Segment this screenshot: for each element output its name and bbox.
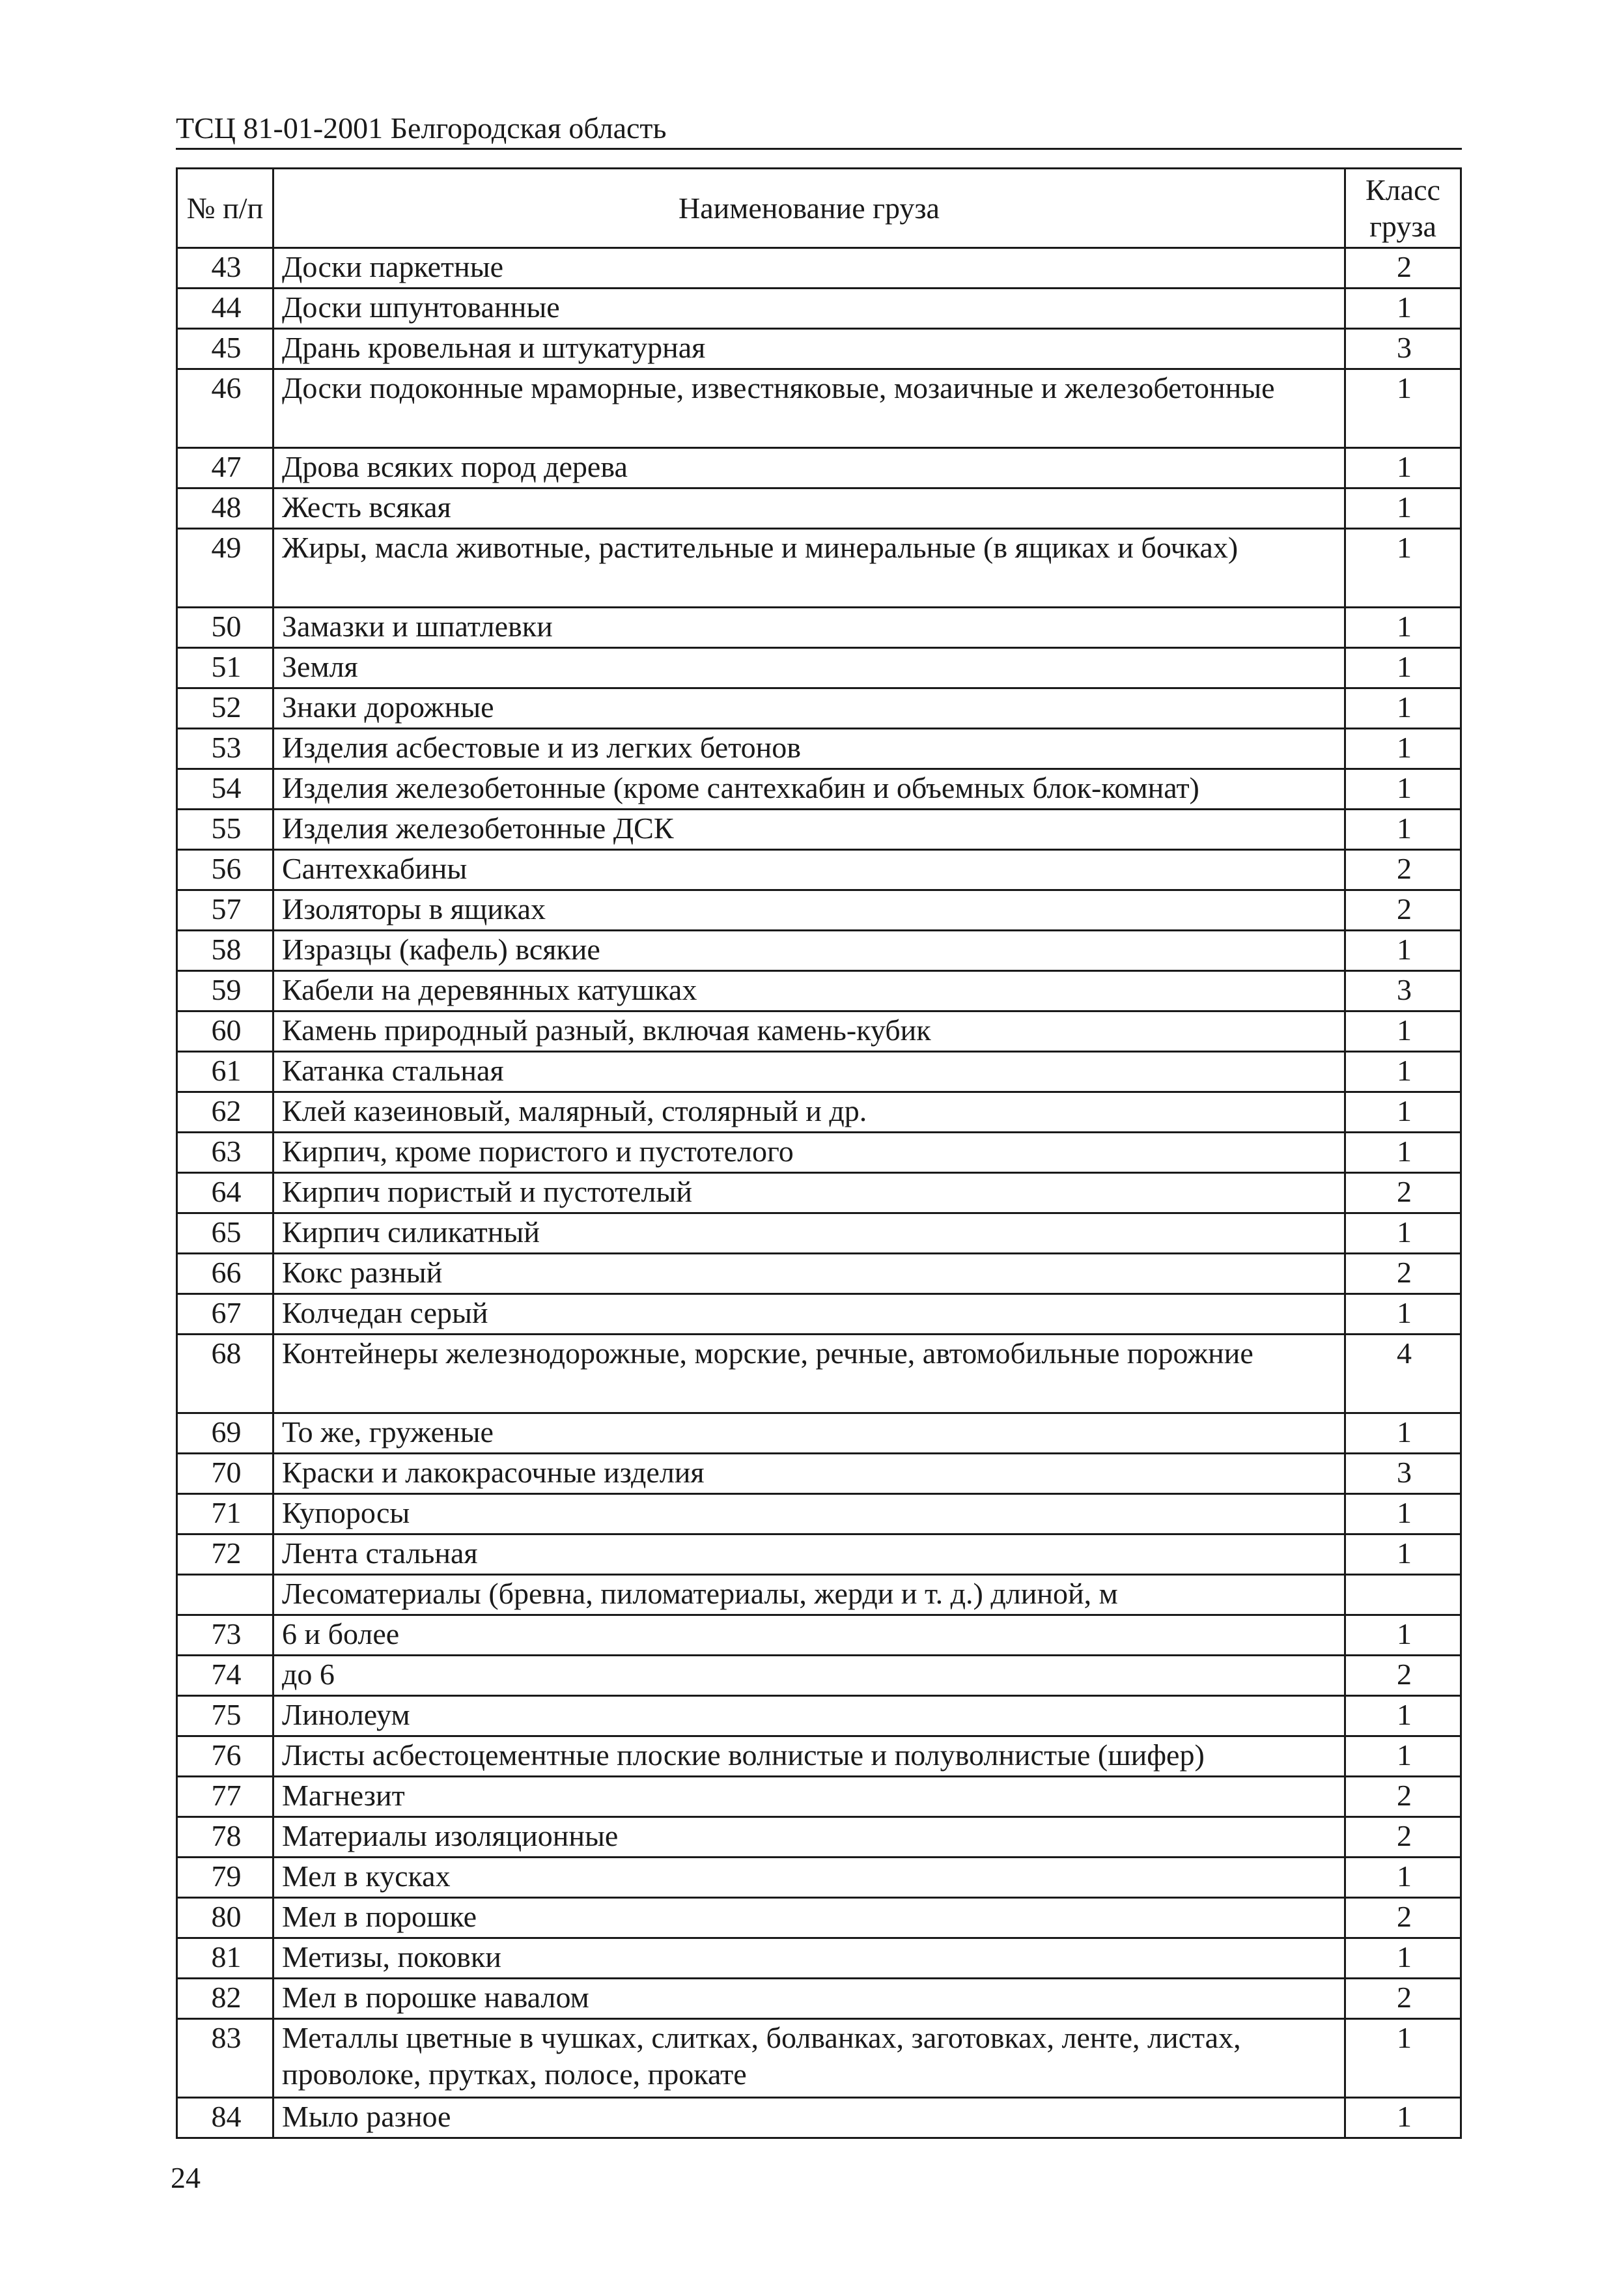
table-row xyxy=(177,1052,1461,1092)
table-header-row xyxy=(177,169,1461,248)
cargo-class: 1 xyxy=(1345,1494,1461,1534)
row-number: 53 xyxy=(177,729,273,769)
table-row xyxy=(177,1736,1461,1777)
cargo-name: Изоляторы в ящиках xyxy=(273,890,1345,931)
table-row xyxy=(177,1494,1461,1534)
row-number: 83 xyxy=(177,2019,273,2098)
table-row xyxy=(177,1656,1461,1696)
table-row xyxy=(177,1335,1461,1413)
table-row xyxy=(177,448,1461,488)
cargo-class: 1 xyxy=(1345,648,1461,688)
cargo-class: 1 xyxy=(1345,1938,1461,1979)
table-row xyxy=(177,971,1461,1011)
cargo-class: 3 xyxy=(1345,329,1461,369)
cargo-name: Клей казеиновый, малярный, столярный и др. xyxy=(273,1092,1345,1133)
row-number: 47 xyxy=(177,448,273,488)
row-number: 57 xyxy=(177,890,273,931)
table-row xyxy=(177,1777,1461,1817)
cargo-class: 2 xyxy=(1345,1254,1461,1294)
table-row xyxy=(177,1413,1461,1454)
row-number: 45 xyxy=(177,329,273,369)
table-row xyxy=(177,529,1461,608)
row-number: 58 xyxy=(177,931,273,971)
cargo-name: Земля xyxy=(273,648,1345,688)
column-header-class: Класс груза xyxy=(1345,169,1461,248)
table-row xyxy=(177,1938,1461,1979)
table-row xyxy=(177,890,1461,931)
cargo-name: Жиры, масла животные, растительные и минеральные (в ящиках и бочках) xyxy=(273,529,1345,608)
cargo-name: Изделия железобетонные ДСК xyxy=(273,810,1345,850)
table-row xyxy=(177,1898,1461,1938)
table-row xyxy=(177,1696,1461,1736)
table-row xyxy=(177,1454,1461,1494)
cargo-class: 1 xyxy=(1345,448,1461,488)
table-row xyxy=(177,2019,1461,2098)
cargo-name: Кирпич, кроме пористого и пустотелого xyxy=(273,1133,1345,1173)
cargo-name: Доски паркетные xyxy=(273,248,1345,289)
cargo-class: 1 xyxy=(1345,608,1461,648)
row-number: 82 xyxy=(177,1979,273,2019)
cargo-name: Замазки и шпатлевки xyxy=(273,608,1345,648)
row-number: 76 xyxy=(177,1736,273,1777)
table-row xyxy=(177,1817,1461,1858)
row-number: 50 xyxy=(177,608,273,648)
cargo-class: 1 xyxy=(1345,1534,1461,1575)
row-number: 78 xyxy=(177,1817,273,1858)
page-number: 24 xyxy=(171,2161,201,2194)
table-row xyxy=(177,2098,1461,2138)
table-row xyxy=(177,1092,1461,1133)
cargo-name: Листы асбестоцементные плоские волнистые и полуволнистые (шифер) xyxy=(273,1736,1345,1777)
cargo-class: 1 xyxy=(1345,1696,1461,1736)
row-number: 54 xyxy=(177,769,273,810)
cargo-name: То же, груженые xyxy=(273,1413,1345,1454)
table-row xyxy=(177,369,1461,448)
row-number: 84 xyxy=(177,2098,273,2138)
table-row xyxy=(177,289,1461,329)
table-row xyxy=(177,769,1461,810)
cargo-class: 2 xyxy=(1345,1979,1461,2019)
row-number xyxy=(177,1575,273,1615)
cargo-class: 2 xyxy=(1345,850,1461,890)
cargo-name: Доски шпунтованные xyxy=(273,289,1345,329)
cargo-name: Сантехкабины xyxy=(273,850,1345,890)
cargo-class: 1 xyxy=(1345,1011,1461,1052)
cargo-class: 2 xyxy=(1345,248,1461,289)
table-row xyxy=(177,1133,1461,1173)
cargo-class-table xyxy=(176,167,1462,2139)
cargo-name: Знаки дорожные xyxy=(273,688,1345,729)
cargo-name: Дрань кровельная и штукатурная xyxy=(273,329,1345,369)
cargo-class: 1 xyxy=(1345,1413,1461,1454)
cargo-name: Мел в порошке xyxy=(273,1898,1345,1938)
row-number: 66 xyxy=(177,1254,273,1294)
table-row xyxy=(177,931,1461,971)
row-number: 44 xyxy=(177,289,273,329)
row-number: 71 xyxy=(177,1494,273,1534)
column-header-number: № п/п xyxy=(177,169,273,248)
table-row xyxy=(177,729,1461,769)
cargo-name: Материалы изоляционные xyxy=(273,1817,1345,1858)
cargo-class: 1 xyxy=(1345,1736,1461,1777)
cargo-class: 1 xyxy=(1345,1092,1461,1133)
row-number: 49 xyxy=(177,529,273,608)
cargo-name: Камень природный разный, включая камень-кубик xyxy=(273,1011,1345,1052)
table-row xyxy=(177,688,1461,729)
table-row xyxy=(177,1294,1461,1335)
row-number: 64 xyxy=(177,1173,273,1213)
row-number: 51 xyxy=(177,648,273,688)
table-row xyxy=(177,608,1461,648)
cargo-name: Кабели на деревянных катушках xyxy=(273,971,1345,1011)
cargo-name: Изделия асбестовые и из легких бетонов xyxy=(273,729,1345,769)
row-number: 73 xyxy=(177,1615,273,1656)
table-row xyxy=(177,1575,1461,1615)
table-body xyxy=(177,248,1461,2138)
cargo-name: до 6 xyxy=(273,1656,1345,1696)
cargo-class: 1 xyxy=(1345,769,1461,810)
table-row xyxy=(177,1534,1461,1575)
row-number: 59 xyxy=(177,971,273,1011)
cargo-name: Мел в порошке навалом xyxy=(273,1979,1345,2019)
table-row xyxy=(177,1213,1461,1254)
cargo-class: 1 xyxy=(1345,810,1461,850)
row-number: 77 xyxy=(177,1777,273,1817)
column-header-name: Наименование груза xyxy=(273,169,1345,248)
cargo-name: Магнезит xyxy=(273,1777,1345,1817)
cargo-class: 4 xyxy=(1345,1335,1461,1413)
cargo-class: 1 xyxy=(1345,2098,1461,2138)
cargo-name: 6 и более xyxy=(273,1615,1345,1656)
table-row xyxy=(177,648,1461,688)
cargo-class: 1 xyxy=(1345,1294,1461,1335)
table-row xyxy=(177,1254,1461,1294)
cargo-class: 1 xyxy=(1345,1133,1461,1173)
cargo-name: Металлы цветные в чушках, слитках, болванках, заготовках, ленте, листах, проволоке, прутках, полосе, прокате xyxy=(273,2019,1345,2098)
cargo-class: 1 xyxy=(1345,1052,1461,1092)
row-number: 61 xyxy=(177,1052,273,1092)
row-number: 60 xyxy=(177,1011,273,1052)
cargo-name: Мыло разное xyxy=(273,2098,1345,2138)
row-number: 46 xyxy=(177,369,273,448)
cargo-name: Катанка стальная xyxy=(273,1052,1345,1092)
table-row xyxy=(177,850,1461,890)
row-number: 65 xyxy=(177,1213,273,1254)
table-row xyxy=(177,1011,1461,1052)
row-number: 81 xyxy=(177,1938,273,1979)
row-number: 70 xyxy=(177,1454,273,1494)
cargo-class: 2 xyxy=(1345,1173,1461,1213)
cargo-name: Изделия железобетонные (кроме сантехкабин и объемных блок-комнат) xyxy=(273,769,1345,810)
cargo-class: 1 xyxy=(1345,931,1461,971)
cargo-class: 2 xyxy=(1345,890,1461,931)
cargo-name: Кокс разный xyxy=(273,1254,1345,1294)
cargo-class: 1 xyxy=(1345,1858,1461,1898)
table-row xyxy=(177,1173,1461,1213)
cargo-class: 2 xyxy=(1345,1656,1461,1696)
page-header xyxy=(176,109,1462,150)
cargo-class: 2 xyxy=(1345,1817,1461,1858)
cargo-name: Линолеум xyxy=(273,1696,1345,1736)
cargo-name: Кирпич пористый и пустотелый xyxy=(273,1173,1345,1213)
cargo-class: 2 xyxy=(1345,1898,1461,1938)
cargo-name: Изразцы (кафель) всякие xyxy=(273,931,1345,971)
cargo-name: Колчедан серый xyxy=(273,1294,1345,1335)
cargo-class: 1 xyxy=(1345,488,1461,529)
cargo-class xyxy=(1345,1575,1461,1615)
cargo-class: 3 xyxy=(1345,1454,1461,1494)
cargo-class: 1 xyxy=(1345,289,1461,329)
row-number: 79 xyxy=(177,1858,273,1898)
table-row xyxy=(177,1979,1461,2019)
row-number: 56 xyxy=(177,850,273,890)
cargo-name: Лесоматериалы (бревна, пиломатериалы, жерди и т. д.) длиной, м xyxy=(273,1575,1345,1615)
row-number: 68 xyxy=(177,1335,273,1413)
row-number: 62 xyxy=(177,1092,273,1133)
row-number: 74 xyxy=(177,1656,273,1696)
row-number: 72 xyxy=(177,1534,273,1575)
table-row xyxy=(177,1858,1461,1898)
cargo-name: Дрова всяких пород дерева xyxy=(273,448,1345,488)
cargo-class: 1 xyxy=(1345,369,1461,448)
cargo-name: Краски и лакокрасочные изделия xyxy=(273,1454,1345,1494)
row-number: 69 xyxy=(177,1413,273,1454)
row-number: 75 xyxy=(177,1696,273,1736)
cargo-class: 2 xyxy=(1345,1777,1461,1817)
cargo-class: 1 xyxy=(1345,2019,1461,2098)
cargo-class: 3 xyxy=(1345,971,1461,1011)
cargo-class: 1 xyxy=(1345,529,1461,608)
cargo-name: Метизы, поковки xyxy=(273,1938,1345,1979)
cargo-class: 1 xyxy=(1345,1615,1461,1656)
row-number: 67 xyxy=(177,1294,273,1335)
row-number: 63 xyxy=(177,1133,273,1173)
cargo-name: Контейнеры железнодорожные, морские, речные, автомобильные порожние xyxy=(273,1335,1345,1413)
document-title: ТСЦ 81-01-2001 Белгородская область xyxy=(176,111,667,145)
row-number: 43 xyxy=(177,248,273,289)
cargo-name: Мел в кусках xyxy=(273,1858,1345,1898)
row-number: 52 xyxy=(177,688,273,729)
table-row xyxy=(177,1615,1461,1656)
table-row xyxy=(177,248,1461,289)
cargo-name: Доски подоконные мраморные, известняковые, мозаичные и железобетонные xyxy=(273,369,1345,448)
cargo-name: Купоросы xyxy=(273,1494,1345,1534)
table-row xyxy=(177,488,1461,529)
row-number: 48 xyxy=(177,488,273,529)
cargo-class: 1 xyxy=(1345,688,1461,729)
table-row xyxy=(177,810,1461,850)
cargo-name: Лента стальная xyxy=(273,1534,1345,1575)
cargo-name: Жесть всякая xyxy=(273,488,1345,529)
cargo-class: 1 xyxy=(1345,729,1461,769)
table-row xyxy=(177,329,1461,369)
cargo-name: Кирпич силикатный xyxy=(273,1213,1345,1254)
row-number: 80 xyxy=(177,1898,273,1938)
row-number: 55 xyxy=(177,810,273,850)
cargo-class: 1 xyxy=(1345,1213,1461,1254)
